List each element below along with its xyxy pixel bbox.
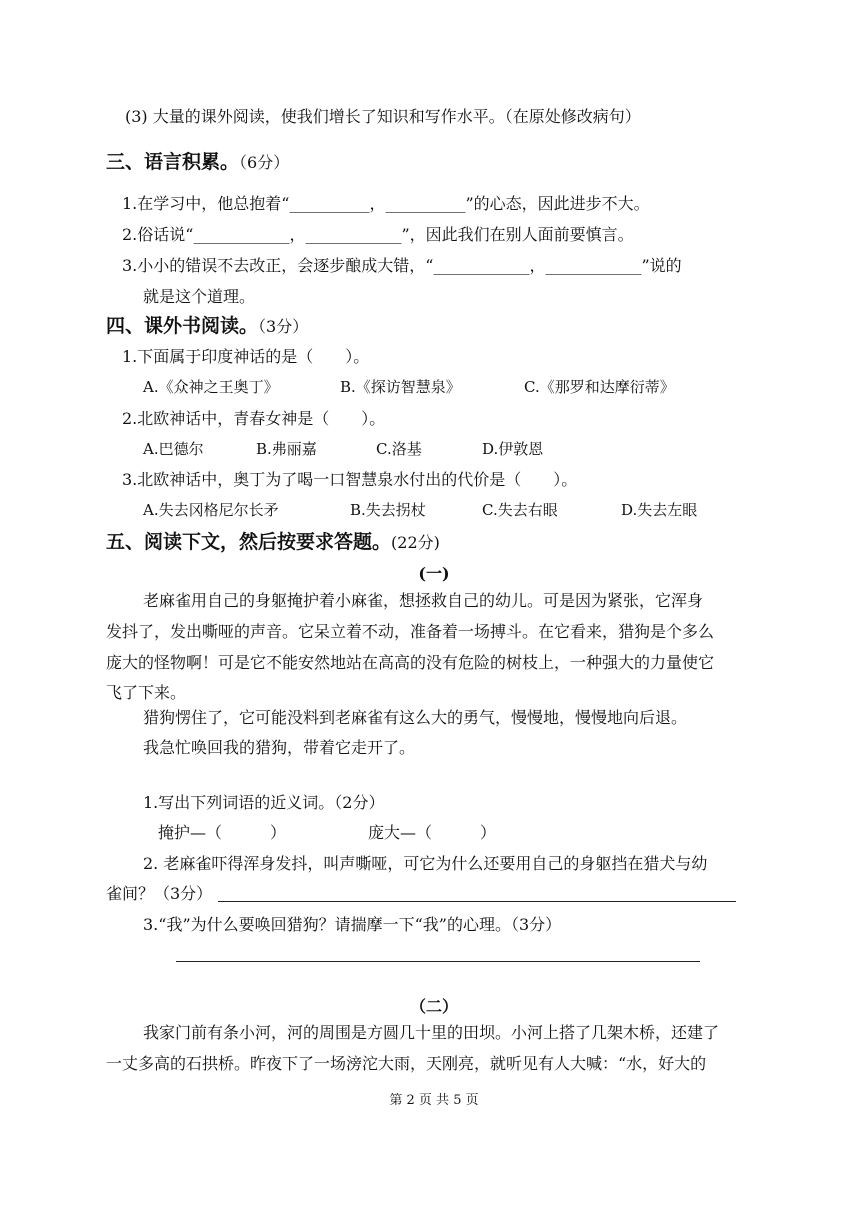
- sec3-points: （6分）: [239, 153, 290, 172]
- sec5-q1-blank-b: 庞大—（ ）: [368, 823, 497, 842]
- sec4-q1-option-a: A.《众神之王奥丁》: [143, 378, 279, 396]
- passage-2-line-1: 我家门前有条小河，河的周围是方圆几十里的田坝。小河上搭了几架木桥，还建了: [143, 1023, 720, 1042]
- passage-1-para-3: 我急忙唤回我的猎狗，带着它走开了。: [143, 738, 416, 757]
- sec5-points: (22分): [391, 533, 440, 552]
- sec3-heading: [106, 151, 289, 174]
- passage-1-title: (一): [418, 564, 450, 583]
- sec5-q3-answer-line: [176, 961, 700, 962]
- sec5-heading: [106, 531, 440, 554]
- sec4-points: （3分）: [258, 317, 309, 336]
- passage-1-line-3: 庞大的怪物啊！可是它不能安然地站在高高的没有危险的树枝上，一种强大的力量使它: [106, 653, 715, 672]
- sec3-q3-line1: 3.小小的错误不去改正，会逐步酿成大错，“____________，____________”说的: [122, 256, 682, 275]
- sec5-q2-line-2: 雀间？（3分）: [106, 884, 213, 903]
- passage-1-line-1: 老麻雀用自己的身躯掩护着小麻雀，想拯救自己的幼儿。可是因为紧张，它浑身: [143, 591, 704, 610]
- sec4-q2-option-c: C.洛基: [376, 440, 422, 458]
- sec4-q2-option-d: D.伊敦恩: [482, 440, 544, 458]
- sec4-q3-option-a: A.失去冈格尼尔长矛: [143, 501, 279, 519]
- sec5-q3: 3.“我”为什么要唤回猎狗？请揣摩一下“我”的心理。（3分）: [143, 915, 562, 934]
- sec4-q3: 3.北欧神话中，奥丁为了喝一口智慧泉水付出的代价是（ ）。: [122, 470, 578, 489]
- sec4-heading: [106, 315, 308, 338]
- sec4-q2-option-b: B.弗丽嘉: [256, 440, 317, 458]
- passage-2-title: （二）: [409, 997, 458, 1016]
- sec5-q1: 1.写出下列词语的近义词。（2分）: [143, 793, 385, 812]
- sec4-q1-option-c: C.《那罗和达摩衍蒂》: [524, 378, 675, 396]
- passage-1-para-2: 猎狗愣住了，它可能没料到老麻雀有这么大的勇气，慢慢地，慢慢地向后退。: [143, 708, 688, 727]
- sec4-q3-option-c: C.失去右眼: [482, 501, 558, 519]
- sec4-title: 四、课外书阅读。: [106, 315, 259, 337]
- sec4-q1-option-b: B.《探访智慧泉》: [340, 378, 461, 396]
- sec4-q1: 1.下面属于印度神话的是（ ）。: [122, 347, 370, 366]
- sec5-q2-line-1: 2. 老麻雀吓得浑身发抖，叫声嘶哑，可它为什么还要用自己的身躯挡在猎犬与幼: [143, 854, 708, 873]
- page-footer: 第 2 页 共 5 页: [389, 1093, 479, 1108]
- sec5-q1-blank-a: 掩护—（ ）: [158, 823, 287, 842]
- sec3-title: 三、语言积累。: [106, 151, 240, 173]
- sec2-q3-item: (3) 大量的课外阅读，使我们增长了知识和写作水平。（在原处修改病句）: [125, 107, 641, 126]
- sec5-title: 五、阅读下文，然后按要求答题。: [106, 531, 392, 553]
- sec4-q3-option-d: D.失去左眼: [621, 501, 698, 519]
- passage-1-line-4: 飞了下来。: [106, 683, 187, 702]
- sec4-q2-option-a: A.巴德尔: [143, 440, 204, 458]
- passage-2-line-2: 一丈多高的石拱桥。昨夜下了一场滂沱大雨，天刚亮，就听见有人大喊：“水，好大的: [106, 1054, 707, 1073]
- passage-1-line-2: 发抖了，发出嘶哑的声音。它呆立着不动，准备着一场搏斗。在它看来，猎狗是个多么: [106, 622, 715, 641]
- sec5-q2-answer-line: [218, 901, 736, 902]
- sec3-q1: 1.在学习中，他总抱着“__________，__________”的心态，因此进步不大。: [122, 194, 650, 213]
- sec3-q3-line2: 就是这个道理。: [143, 287, 256, 306]
- sec4-q2: 2.北欧神话中，青春女神是（ ）。: [122, 409, 386, 428]
- sec3-q2: 2.俗话说“____________，____________”，因此我们在别人面前要慎言。: [122, 225, 634, 244]
- sec4-q3-option-b: B.失去拐杖: [350, 501, 426, 519]
